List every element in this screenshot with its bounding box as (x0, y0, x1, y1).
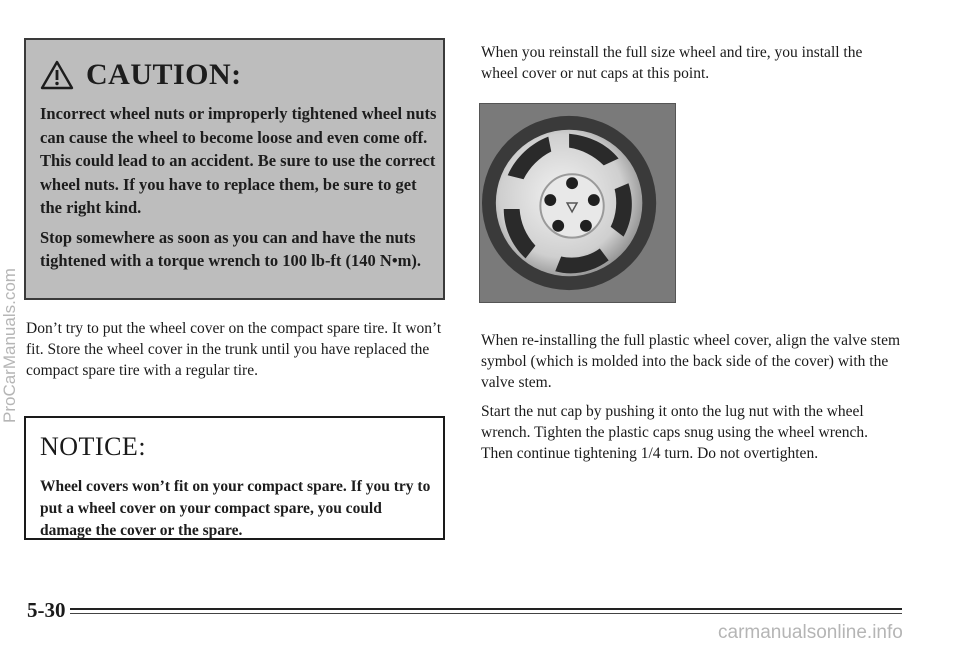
footer-rule (70, 608, 902, 610)
caution-header (40, 58, 242, 92)
warning-triangle-icon (40, 60, 74, 90)
caution-paragraph-1: Incorrect wheel nuts or improperly tightened wheel nuts can cause the wheel to become loose and even come off. This could lead to an accident. Be sure to use the correct wheel nuts. If you have to replace them, be sure to get the right kind. (40, 104, 437, 217)
caution-body (40, 102, 440, 279)
notice-title: NOTICE: (40, 432, 147, 461)
reinstall-intro-paragraph: When you reinstall the full size wheel and tire, you install the wheel cover or nut caps at this point. (481, 44, 863, 82)
nut-cap-paragraph: Start the nut cap by pushing it onto the lug nut with the wheel wrench. Tighten the plastic caps snug using the wheel wrench. Then continue tightening 1/4 turn. Do not overtighten. (481, 403, 868, 462)
footer-rule-thin (70, 613, 902, 614)
side-watermark: ProCarManuals.com (0, 268, 19, 423)
notice-body: Wheel covers won’t fit on your compact spare. If you try to put a wheel cover on your compact spare, you could damage the cover or the spare. (40, 478, 431, 539)
caution-box (24, 38, 445, 300)
wheel-cover-illustration (480, 104, 675, 302)
caution-title: CAUTION: (86, 58, 242, 91)
notice-box (24, 416, 445, 540)
page-number: 5-30 (27, 598, 66, 622)
bottom-watermark: carmanualsonline.info (718, 622, 903, 643)
compact-spare-paragraph: Don’t try to put the wheel cover on the compact spare tire. It won’t fit. Store the wheel cover in the trunk until you have replaced the compact spare tire with a regular tire. (26, 320, 442, 379)
caution-paragraph-2: Stop somewhere as soon as you can and have the nuts tightened with a torque wrench to 100 lb-ft (140 N•m). (40, 227, 421, 270)
valve-stem-paragraph: When re-installing the full plastic wheel cover, align the valve stem symbol (which is molded into the back side of the cover) with the valve stem. (481, 332, 901, 391)
wheel-cover-photo (479, 103, 676, 303)
